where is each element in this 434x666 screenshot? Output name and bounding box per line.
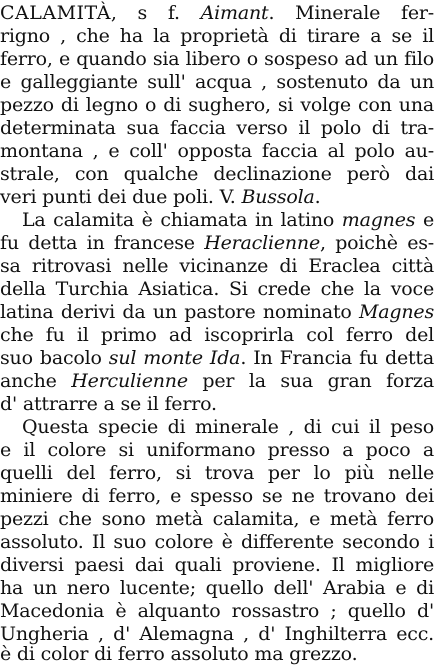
p3-line-9: Macedonia è alquanto rossastro ; quello d' (0, 600, 434, 622)
p1-line-7: montana , e coll' opposta faccia al polo au- (0, 140, 434, 162)
p2-line-4: della Turchia Asiatica. Si crede che la voce (0, 278, 434, 300)
entry-headword: CALAMITÀ (0, 2, 111, 24)
p3-line-2: e il colore si uniformano presso a poco a (0, 439, 434, 461)
p3-line-3: quelli del ferro, si trova per lo più nelle (0, 462, 434, 484)
p1-line-1: CALAMITÀ, s f. Aimant. Minerale fer- (0, 2, 434, 24)
p2-line-7: suo bacolo sul monte Ida. In Francia fu detta (0, 347, 434, 369)
p1-line-9: veri punti dei due poli. V. Bussola. (0, 186, 321, 208)
p1-line-4: e galleggiante sull' acqua , sostenuto da un (0, 71, 434, 93)
p2-line-1: La calamita è chiamata in latino magnes e (22, 209, 434, 231)
p2-line-2: fu detta in francese Heraclienne, poichè es- (0, 232, 434, 254)
p3-line-6: assoluto. Il suo colore è differente secondo i (0, 531, 434, 553)
cross-reference: Bussola (241, 186, 315, 208)
french-term: Aimant (200, 2, 269, 24)
p1-line-5: pezzo di legno o di sughero, si volge con una (0, 94, 434, 116)
p3-line-5: pezzi che sono metà calamita, e metà ferro (0, 508, 434, 530)
p3-line-11: è di color di ferro assoluto ma grezzo. (0, 643, 358, 665)
p1-line-3: ferro, e quando sia libero o sospeso ad un filo (0, 48, 434, 70)
p1-line-8: strale, con qualche declinazione però dai (0, 163, 434, 185)
p1-line-6: determinata sua faccia verso il polo di tra- (0, 117, 434, 139)
p3-line-4: miniere di ferro, e spesso se ne trovano dei (0, 485, 434, 507)
p2-line-3: sa ritrovasi nelle vicinanze di Eraclea città (0, 255, 434, 277)
p2-line-8: anche Herculienne per la sua gran forza (0, 370, 434, 392)
p1-line-2: rigno , che ha la proprietà di tirare a se il (0, 25, 434, 47)
p3-line-1: Questa specie di minerale , di cui il peso (22, 416, 434, 438)
p3-line-10: Ungheria , d' Alemagna , d' Inghilterra ecc. (0, 623, 434, 645)
p3-line-7: diversi paesi dai quali proviene. Il migliore (0, 554, 434, 576)
p2-line-5: latina derivi da un pastore nominato Magnes (0, 301, 434, 323)
p2-line-9: d' attrarre a se il ferro. (0, 393, 217, 415)
p2-line-6: che fu il primo ad iscoprirla col ferro del (0, 324, 434, 346)
p3-line-8: ha un nero lucente; quello dell' Arabia e di (0, 577, 434, 599)
